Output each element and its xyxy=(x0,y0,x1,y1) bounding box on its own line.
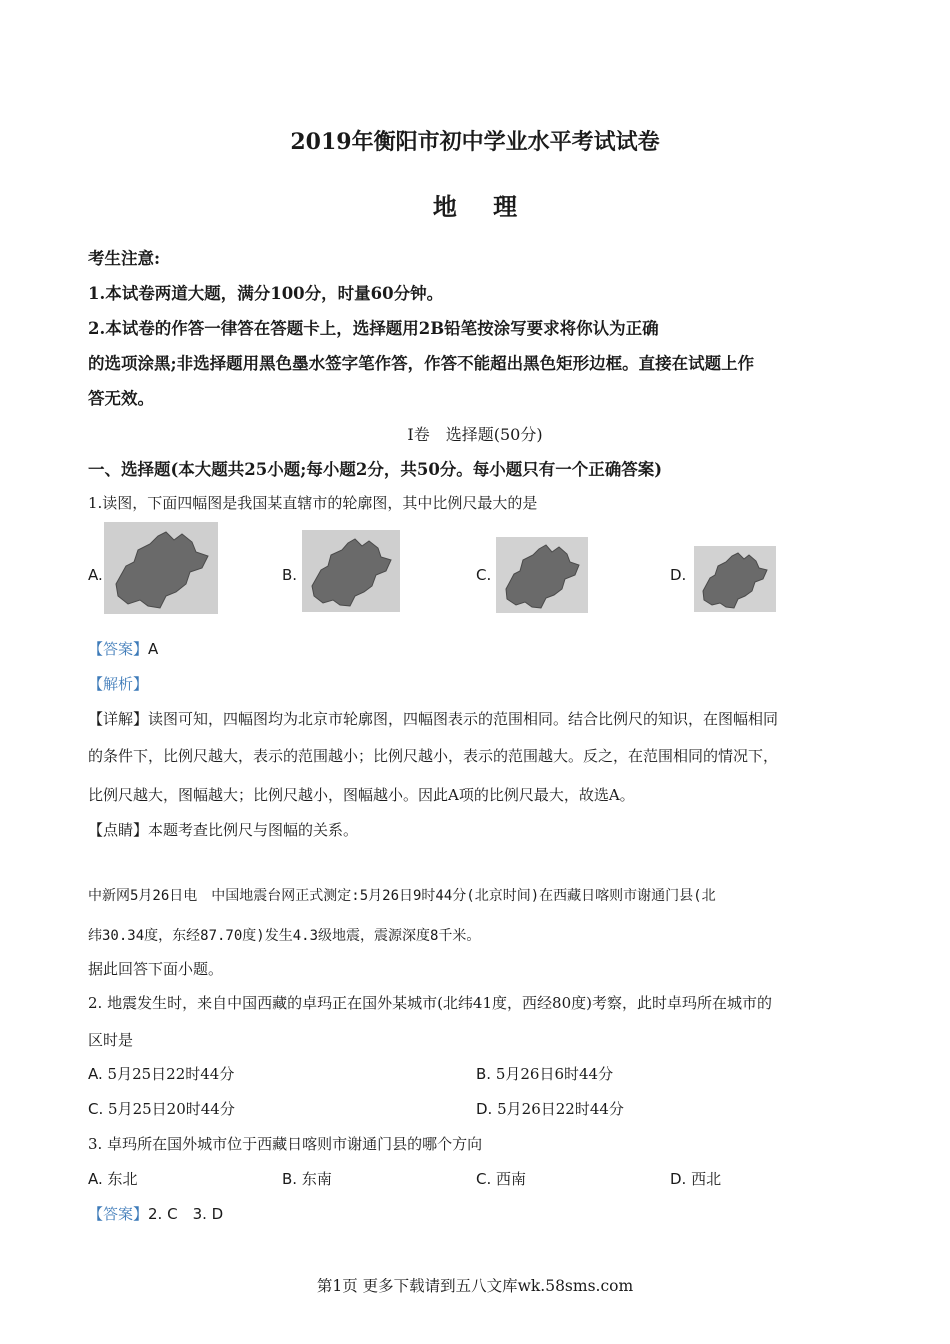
q3-option-c-text: 西南 xyxy=(496,1170,527,1188)
q2-option-c-label: C. xyxy=(88,1100,104,1118)
q2-option-d xyxy=(476,1098,624,1119)
q1-option-a-label: A. xyxy=(88,566,103,584)
map-d-image xyxy=(694,546,776,612)
part-title: Ⅰ卷 选择题(50分) xyxy=(407,425,543,444)
q2-option-c-text: 5月25日20时44分 xyxy=(108,1100,235,1118)
q3-option-d-text: 西北 xyxy=(691,1170,722,1188)
q3-option-a-text: 东北 xyxy=(107,1170,138,1188)
q3-option-c-label: C. xyxy=(476,1170,492,1188)
beijing-outline-c xyxy=(496,537,588,613)
q3-option-a-label: A. xyxy=(88,1170,103,1188)
q1-detail-line-1: 【详解】读图可知，四幅图均为北京市轮廓图，四幅图表示的范围相同。结合比例尺的知识，在图幅相同 xyxy=(88,710,779,728)
q3-stem: 3. 卓玛所在国外城市位于西藏日喀则市谢通门县的哪个方向 xyxy=(88,1135,483,1153)
q3-option-b xyxy=(282,1168,332,1189)
beijing-outline-b xyxy=(302,530,400,612)
notice-item-1: 1.本试卷两道大题，满分100分，时量60分钟。 xyxy=(88,284,444,303)
subject-title: 地 理 xyxy=(432,192,532,221)
q2-stem-line-2: 区时是 xyxy=(88,1031,134,1049)
material-line-2: 纬30.34度，东经87.70度)发生4.3级地震，震源深度8千米。 xyxy=(88,928,481,944)
q1-detail-line-2: 的条件下，比例尺越大，表示的范围越小；比例尺越小，表示的范围越大。反之，在范围相同的情况下， xyxy=(88,747,779,765)
notice-item-2-line-2: 的选项涂黑;非选择题用黑色墨水签字笔作答，作答不能超出黑色矩形边框。直接在试题上作 xyxy=(88,354,755,373)
q2-option-b xyxy=(476,1063,613,1084)
q3-answer-value: 2. C 3. D xyxy=(148,1205,224,1223)
exam-title: 2019年衡阳市初中学业水平考试试卷 xyxy=(290,129,660,155)
q1-answer-value: A xyxy=(148,640,159,658)
q2-option-b-label: B. xyxy=(476,1065,492,1083)
q2-option-c xyxy=(88,1098,235,1119)
section-heading: 一、选择题(本大题共25小题;每小题2分，共50分。每小题只有一个正确答案) xyxy=(88,460,663,479)
q3-option-a xyxy=(88,1168,138,1189)
q3-answer-row xyxy=(88,1203,223,1224)
q2-option-a xyxy=(88,1063,234,1084)
notice-heading: 考生注意: xyxy=(88,249,161,268)
map-c-image xyxy=(496,537,588,613)
notice-item-2-line-3: 答无效。 xyxy=(88,389,154,408)
map-a-image xyxy=(104,522,218,614)
q1-option-c-label: C. xyxy=(476,566,492,584)
q1-stem: 1.读图，下面四幅图是我国某直辖市的轮廓图，其中比例尺最大的是 xyxy=(88,494,538,512)
q1-comment: 【点睛】本题考查比例尺与图幅的关系。 xyxy=(88,821,359,839)
q2-option-a-text: 5月25日22时44分 xyxy=(107,1065,235,1083)
q1-answer-tag: 【答案】 xyxy=(88,640,149,658)
beijing-outline-a xyxy=(104,522,218,614)
q3-answer-tag: 【答案】 xyxy=(88,1205,149,1223)
q1-answer-row xyxy=(88,638,158,659)
map-b-image xyxy=(302,530,400,612)
q1-option-d-label: D. xyxy=(670,566,687,584)
q1-option-b-label: B. xyxy=(282,566,298,584)
q2-option-d-text: 5月26日22时44分 xyxy=(497,1100,624,1118)
notice-item-2-line-1: 2.本试卷的作答一律答在答题卡上，选择题用2B铅笔按涂写要求将你认为正确 xyxy=(88,319,659,338)
q2-option-a-label: A. xyxy=(88,1065,103,1083)
q1-detail-line-3: 比例尺越大，图幅越大；比例尺越小，图幅越小。因此A项的比例尺最大，故选A。 xyxy=(88,786,635,804)
q2-stem-line-1: 2. 地震发生时，来自中国西藏的卓玛正在国外某城市(北纬41度，西经80度)考察，此时卓玛所在城市的 xyxy=(88,994,772,1012)
beijing-outline-d xyxy=(694,546,776,612)
material-prompt: 据此回答下面小题。 xyxy=(88,960,224,978)
q3-option-d-label: D. xyxy=(670,1170,687,1188)
q3-option-b-text: 东南 xyxy=(301,1170,332,1188)
q2-option-d-label: D. xyxy=(476,1100,493,1118)
q3-option-d xyxy=(670,1168,721,1189)
material-line-1: 中新网5月26日电 中国地震台网正式测定:5月26日9时44分(北京时间)在西藏日喀则市谢通门县(北 xyxy=(88,888,716,904)
page-footer: 第1页 更多下载请到五八文库wk.58sms.com xyxy=(316,1277,634,1295)
q3-option-b-label: B. xyxy=(282,1170,298,1188)
q3-option-c xyxy=(476,1168,526,1189)
q2-option-b-text: 5月26日6时44分 xyxy=(495,1065,614,1083)
q1-analysis-tag: 【解析】 xyxy=(88,675,149,693)
